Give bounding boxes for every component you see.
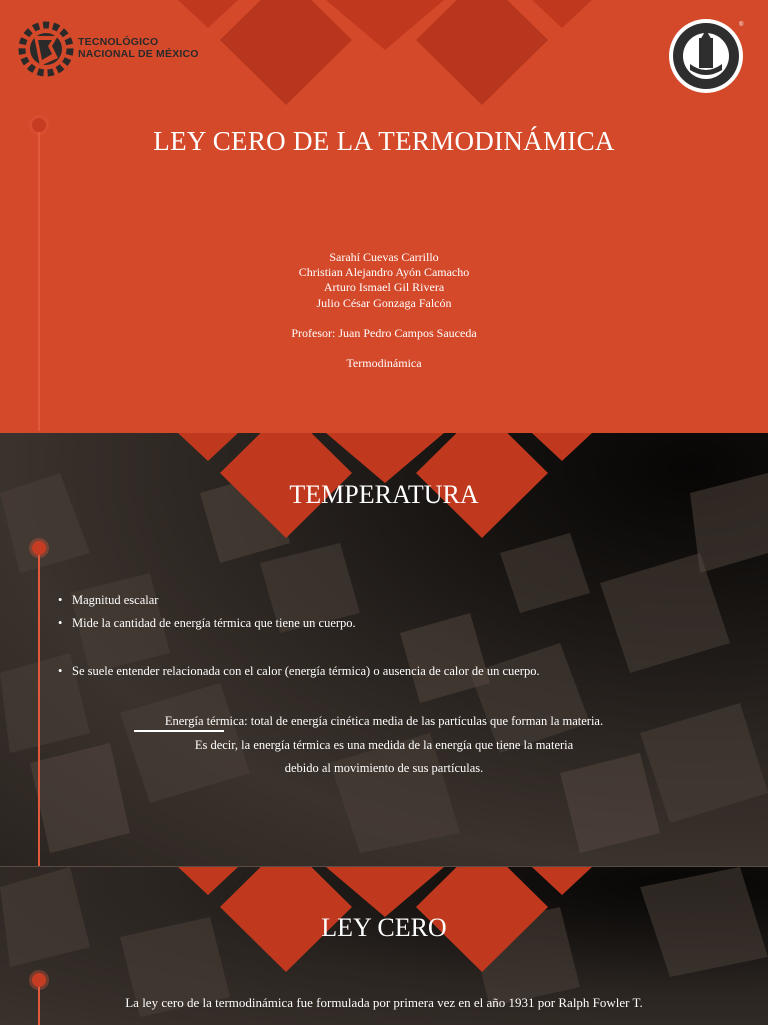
- definition-block: [0, 710, 768, 781]
- timeline-dot: [32, 973, 46, 987]
- definition-line-2: Es decir, la energía térmica es una medida de la energía que tiene la materia: [194, 737, 574, 752]
- slide-3-title: LEY CERO: [321, 913, 447, 942]
- slide-3-paragraph: La ley cero de la termodinámica fue formulada por primera vez en el año 1931 por Ralph Fowler T.: [125, 995, 643, 1010]
- bullet-item: • Magnitud escalar: [58, 592, 540, 615]
- author-4: Julio César Gonzaga Falcón: [316, 295, 452, 310]
- course-name: Termodinámica: [346, 356, 422, 371]
- author-3: Arturo Ismael Gil Rivera: [323, 280, 445, 295]
- timeline-dot: [32, 541, 46, 555]
- institute-seal-logo: [668, 18, 744, 94]
- definition-line-3: debido al movimiento de sus partículas.: [284, 761, 484, 775]
- logo-line-2: NACIONAL DE MÉXICO: [78, 48, 199, 60]
- tecnm-logo-text: [78, 36, 199, 60]
- slide-2-title: TEMPERATURA: [289, 480, 479, 509]
- definition-line-1: Energía térmica: total de energía cinética media de las partículas que forman la materia.: [164, 714, 604, 728]
- slide-title: [0, 0, 768, 433]
- logo-line-1: TECNOLÓGICO: [78, 36, 159, 48]
- tecnm-eagle-gear-logo: [18, 14, 74, 84]
- svg-text:®: ®: [739, 22, 744, 28]
- author-1: Sarahí Cuevas Carrillo: [329, 250, 439, 264]
- author-2: Christian Alejandro Ayón Camacho: [298, 265, 470, 280]
- professor-line: Profesor: Juan Pedro Campos Sauceda: [291, 325, 477, 340]
- term-underline: [134, 730, 224, 732]
- bullet-item: • Se suele entender relacionada con el calor (energía térmica) o ausencia de calor de un cuerpo.: [58, 663, 540, 686]
- bullet-item: • Mide la cantidad de energía térmica que tiene un cuerpo.: [58, 615, 540, 638]
- author-list: [0, 250, 768, 371]
- slide-1-title: LEY CERO DE LA TERMODINÁMICA: [153, 126, 615, 156]
- bullet-list: [58, 592, 540, 686]
